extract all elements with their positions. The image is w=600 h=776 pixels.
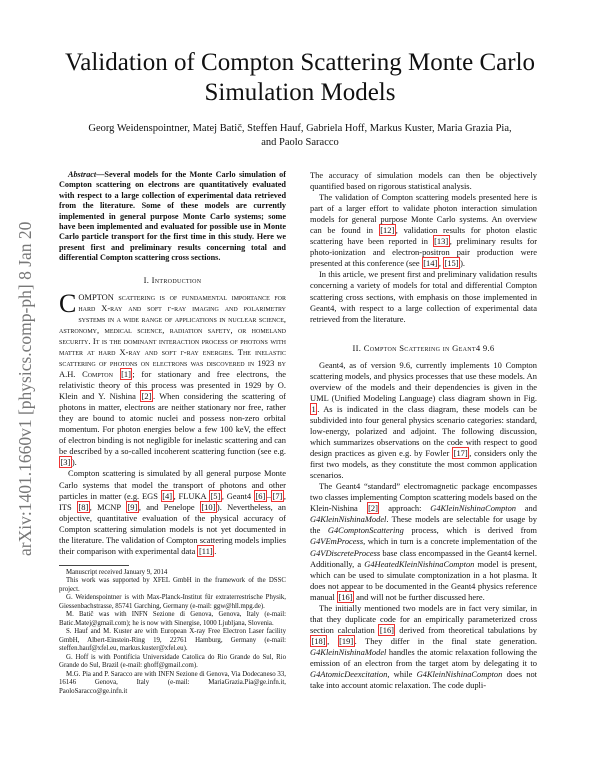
intro-paragraph-1: COMPTON scattering is of fundamental importance for hard X-ray and soft γ-ray imaging and polarimetry systems in a wide range of applications in nuclear science, astronomy, medical science, radiation safety, or homeland security. It is the dominant interaction process of photons with matter at hard X-ray and soft γ-ray energies. The inelastic scattering of photons on electrons was discovered in 1923 by A.H. Compton [1] ; for stationary and free electrons, the relativistic theory of this process was presented in 1929 by O. Klein and Y. Nishina [2] . When considering the scattering of photons in matter, electrons are neither stationary nor free, rather they are bound to atomic nuclei and possess non-zero orbital momentum. For photon energies below a few 100 keV, the effect of electron binding is not negligible for inelastic scattering and can be described by a so-called incoherent scattering function (see e.g. [3] ). bbox=[59, 288, 286, 468]
footnote: M. Batič was with INFN Sezione di Genova, Genova, Italy (e-mail: Batic.Matej@gmail.com); he is now with Sinergise, 1000 Ljubljana, Slovenia. bbox=[59, 611, 286, 627]
citation-link[interactable]: [2] bbox=[141, 391, 152, 402]
citation-link[interactable]: [6] bbox=[255, 490, 266, 501]
authors-line-1: Georg Weidenspointner, Matej Batič, Steffen Hauf, Gabriela Hoff, Markus Kuster, Maria Grazia Pia, bbox=[88, 123, 512, 134]
body-paragraph: The initially mentioned two models are in fact very similar, in that they duplicate code for an empirically parameterized cross section calculation [16] derived from theoretical tabulations by [18] , [19] . They differ in the final state generation. G4KleinNishinaModel handles the atomic relaxation following the emission of an electron from the target atom by delegating it to G4AtomicDeexcitation, while G4KleinNishinaCompton does not take into account atomic relaxation. The code dupli- bbox=[310, 602, 538, 691]
body-paragraph: The Geant4 “standard” electromagnetic package encompasses two classes implementing Compton scattering models based on the Klein-Nishina [2] approach: G4KleinNishinaCompton and G4KleinNishinaModel. These models are selectable for usage by the G4ComptonScattering process, which is derived from G4VEmProcess, which in turn is a concrete implementation of the G4VDiscreteProcess base class encompassed in the Geant4 kernel. Additionally, a G4HeatedKleinNishinaCompton model is present, which can be used to simulate comptonization in a hot plasma. It does not appear to be documented in the Geant4 physics reference manual [16] and will not be further discussed here. bbox=[310, 481, 537, 602]
body-paragraph: The validation of Compton scattering models presented here is part of a larger effort to validate photon interaction simulation models for general purpose Monte Carlo systems. An overview can be found in [12] , validation results for photon elastic scattering have been reported in [13] , preliminary results for photo-ionization and electron-positron pair production were presented at this conference (see [14] , [15] ). bbox=[310, 192, 537, 269]
citation-link[interactable]: [14] bbox=[423, 258, 438, 269]
citation-link[interactable]: [19] bbox=[339, 635, 354, 646]
citation-link[interactable]: [11] bbox=[198, 545, 213, 556]
title-line-2: Simulation Models bbox=[204, 79, 396, 106]
citation-link[interactable]: [5] bbox=[210, 490, 221, 501]
citation-link[interactable]: [2] bbox=[368, 503, 378, 514]
citation-link[interactable]: [12] bbox=[380, 225, 395, 236]
citation-link[interactable]: [10] bbox=[201, 501, 216, 512]
authors-line-2: and Paolo Saracco bbox=[261, 136, 339, 148]
footnote: G. Hoff is with Pontifícia Universidade Catolica do Rio Grande do Sul, Rio Grande do Sul, Brazil (e-mail: ghoff@gmail.com). bbox=[59, 653, 286, 670]
footnotes bbox=[59, 569, 286, 697]
right-column bbox=[310, 170, 537, 691]
footnote: G. Weidenspointner is with Max-Planck-Institut für extraterrestrische Physik, Giessenbachstrasse, 85741 Garching, Germany (e-mail: ggw@hll.mpg.de). bbox=[59, 594, 286, 610]
section-heading-geant4: II. Compton Scattering in Geant4 9.6 bbox=[352, 342, 495, 353]
author-list bbox=[60, 122, 540, 149]
abstract-lead: Abstract bbox=[68, 170, 97, 179]
footnote: S. Hauf and M. Kuster are with European X-ray Free Electron Laser facility GmbH, Albert-Einstein-Ring 19, 22761 Hamburg, Germany (e-mail: steffen.hauf@xfel.eu, markus.kuster@xfel.eu). bbox=[59, 628, 286, 653]
body-paragraph: Geant4, as of version 9.6, currently implements 10 Compton scattering models, and physics processes that use these models. An overview of the models and their dependencies is given in the UML (Unified Modeling Language) class diagram shown in Fig. 1 . As is indicated in the class diagram, these models can be subdivided into four general physics scenario categories: standard, low-energy, polarized and adjoint. The following discussion, which summarizes observations on the code with respect to good design practices as given e.g. by Fowler [17] , considers only the first two models, as they constitute the most common application scenarios. bbox=[310, 359, 537, 481]
paper-title bbox=[40, 48, 560, 108]
abstract-text: —Several models for the Monte Carlo simulation of Compton scattering on electrons are quantitatively evaluated with respect to a large collection of experimental data retrieved from the literature. Some of these models are currently implemented in general purpose Monte Carlo systems; some have been implemented and evaluated for possible use in Monte Carlo particle transport for the first time in this study. Here we present first and preliminary results concerning total and differential Compton scattering cross sections. bbox=[59, 170, 286, 263]
citation-link[interactable]: [13] bbox=[434, 236, 449, 247]
citation-link[interactable]: [18] bbox=[311, 635, 326, 646]
figure-link[interactable]: 1 bbox=[311, 403, 316, 414]
left-column bbox=[59, 170, 286, 696]
arxiv-identifier bbox=[12, 220, 38, 560]
arxiv-id-text: arXiv:1401.1660v1 [physics.comp-ph] 8 Jan 2014 bbox=[15, 220, 35, 556]
body-paragraph: The accuracy of simulation models can then be objectively quantified based on rigorous statistical analysis. bbox=[310, 170, 537, 192]
footnote-rule bbox=[59, 565, 129, 566]
footnote: This work was supported by XFEL GmbH in the framework of the DSSC project. bbox=[59, 577, 286, 593]
intro-paragraph-2: Compton scattering is simulated by all general purpose Monte Carlo systems that model the transport of photons and other particles in matter (e.g. EGS [4] , FLUKA [5] , Geant4 [6] – [7] , ITS [8] , MCNP [9] , and Penelope [10] ). Nevertheless, an objective, quantitative evaluation of the physical accuracy of Compton scattering simulation models is not yet documented in the literature. The validation of Compton scattering models implies their comparison with experimental data [11] . bbox=[59, 468, 286, 556]
footnote: Manuscript received January 9, 2014 bbox=[66, 568, 168, 576]
body-paragraph: In this article, we present first and preliminary validation results concerning a variety of models for total and differential Compton scattering cross sections, with emphasis on those implemented in Geant4, with respect to a large collection of experimental data retrieved from the literature. bbox=[310, 269, 537, 324]
citation-link[interactable]: [7] bbox=[272, 490, 283, 501]
title-line-1: Validation of Compton Scattering Monte Carlo bbox=[64, 49, 536, 76]
citation-link[interactable]: [3] bbox=[60, 457, 71, 468]
citation-link[interactable]: [17] bbox=[453, 448, 468, 459]
citation-link[interactable]: [1] bbox=[121, 369, 131, 380]
citation-link[interactable]: [8] bbox=[78, 501, 89, 512]
citation-link[interactable]: [16] bbox=[338, 591, 353, 602]
citation-link[interactable]: [4] bbox=[162, 490, 173, 501]
citation-link[interactable]: [15] bbox=[444, 258, 459, 269]
footnote: M.G. Pia and P. Saracco are with INFN Sezione di Genova, Via Dodecaneso 33, 16146 Genova, Italy (e-mail: MariaGrazia.Pia@ge.infn.it, PaoloSaracco@ge.infn.it bbox=[59, 670, 286, 695]
section-heading-introduction: I. Introduction bbox=[143, 274, 202, 285]
drop-cap: C bbox=[59, 288, 77, 318]
citation-link[interactable]: [16] bbox=[379, 624, 394, 635]
citation-link[interactable]: [9] bbox=[127, 501, 138, 512]
abstract bbox=[59, 170, 286, 264]
